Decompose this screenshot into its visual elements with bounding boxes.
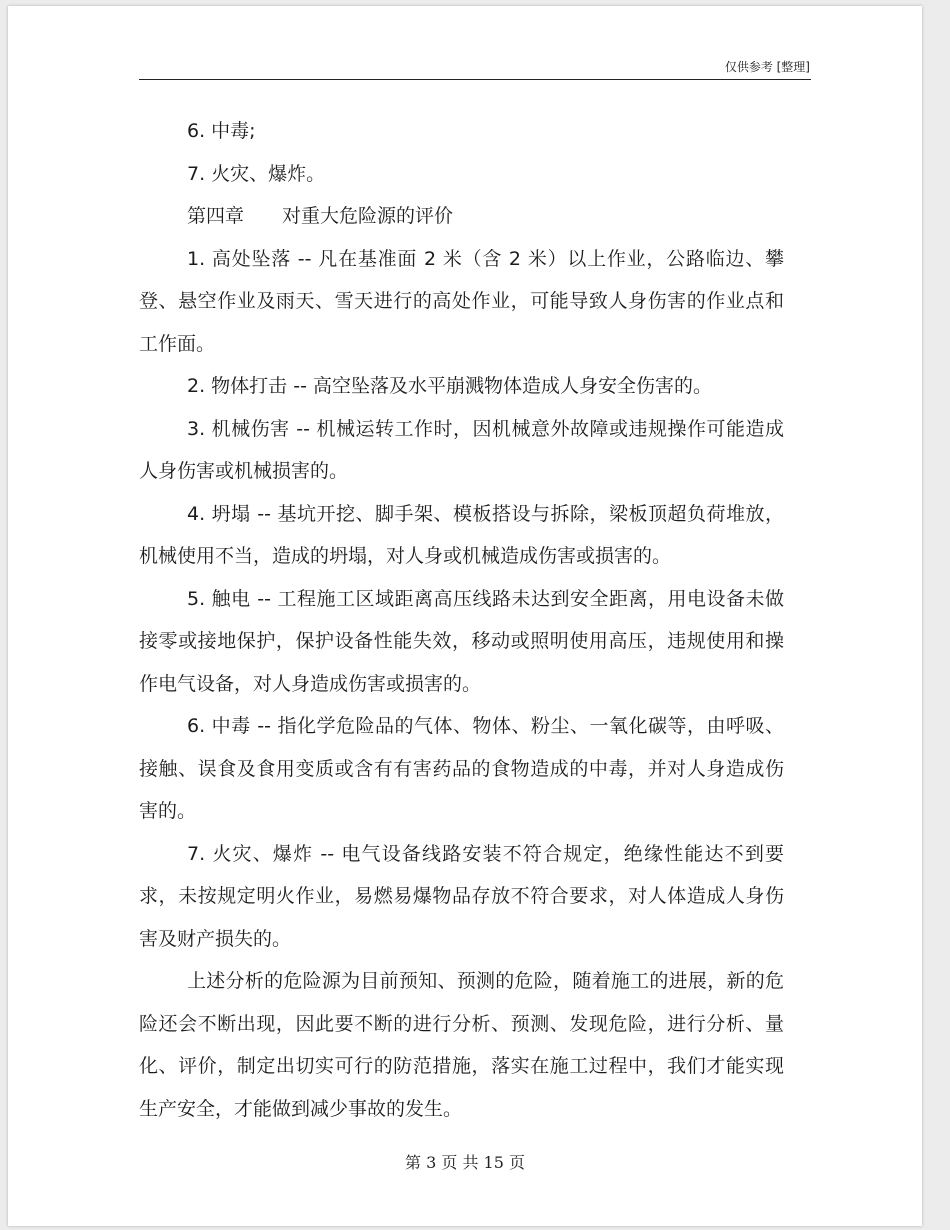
- paragraph: 上述分析的危险源为目前预知、预测的危险，随着施工的进展，新的危险还会不断出现，因此要不断的进行分析、预测、发现危险，进行分析、量化、评价，制定出切实可行的防范措施，落实在施工过程中，我们才能实现生产安全，才能做到减少事故的发生。: [139, 970, 784, 1120]
- paragraph: 3. 机械伤害 -- 机械运转工作时，因机械意外故障或违规操作可能造成人身伤害或机械损害的。: [139, 417, 784, 482]
- paragraph: 4. 坍塌 -- 基坑开挖、脚手架、模板搭设与拆除，梁板顶超负荷堆放，机械使用不当，造成的坍塌，对人身或机械造成伤害或损害的。: [139, 502, 784, 567]
- paragraph: 1. 高处坠落 -- 凡在基准面 2 米（含 2 米）以上作业，公路临边、攀登、悬空作业及雨天、雪天进行的高处作业，可能导致人身伤害的作业点和工作面。: [139, 247, 784, 355]
- list-item: 6. 中毒;: [187, 120, 256, 142]
- list-item: 7. 火灾、爆炸。: [187, 162, 326, 185]
- document-page: [8, 6, 922, 1226]
- page-header: 仅供参考 [整理]: [724, 60, 810, 74]
- paragraph: 7. 火灾、爆炸 -- 电气设备线路安装不符合规定，绝缘性能达不到要求，未按规定明火作业，易燃易爆物品存放不符合要求，对人体造成人身伤害及财产损失的。: [139, 842, 784, 950]
- paragraph: 5. 触电 -- 工程施工区域距离高压线路未达到安全距离，用电设备未做接零或接地保护，保护设备性能失效，移动或照明使用高压，违规使用和操作电气设备，对人身造成伤害或损害的。: [139, 587, 784, 695]
- page-footer: 第 3 页 共 15 页: [405, 1153, 525, 1172]
- document-body: [139, 110, 784, 1130]
- paragraph: 6. 中毒 -- 指化学危险品的气体、物体、粉尘、一氧化碳等，由呼吸、接触、误食及食用变质或含有有害药品的食物造成的中毒，并对人身造成伤害的。: [139, 715, 784, 822]
- paragraph: 2. 物体打击 -- 高空坠落及水平崩溅物体造成人身安全伤害的。: [187, 375, 712, 397]
- header-rule: [139, 79, 811, 80]
- chapter-heading: 第四章 对重大危险源的评价: [187, 205, 454, 227]
